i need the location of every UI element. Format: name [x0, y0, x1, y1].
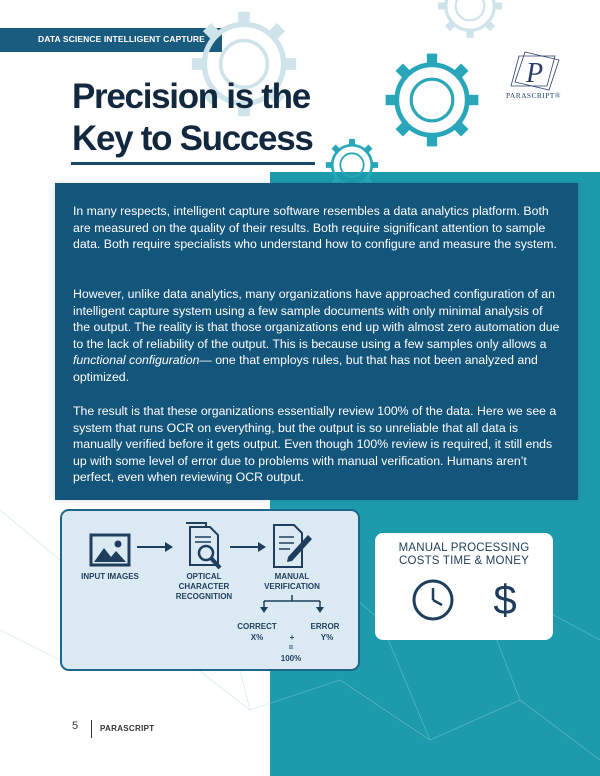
- manual-verification-label: MANUAL VERIFICATION: [264, 572, 320, 591]
- correct-value: X%: [250, 633, 264, 642]
- error-label: ERROR: [310, 622, 340, 631]
- costs-title-line-2: COSTS TIME & MONEY: [399, 555, 529, 567]
- clock-icon: [410, 577, 456, 623]
- input-images-label: INPUT IMAGES: [81, 572, 139, 581]
- footer-brand: PARASCRIPT: [100, 724, 155, 733]
- paragraph-3: The result is that these organizations essentially review 100% of the data. Here we see a system that runs OCR on everything, but the output is so unreliable that all data is manually verified before it gets output. Even though 100% review is required, it still ends up with some level of error due to problems with manual verification. Humans aren’t perfect, even when reviewing OCR output.: [73, 404, 557, 484]
- title-underline: [71, 162, 315, 165]
- costs-panel: [375, 533, 553, 640]
- arrow-right-icon: [135, 541, 175, 553]
- equals-sign: =: [288, 643, 294, 652]
- paragraph-2-emphasis: functional configuration: [73, 353, 200, 367]
- title-line-1: Precision is the: [72, 77, 310, 116]
- logo-text: PARASCRIPT®: [506, 91, 561, 100]
- paragraph-1: In many respects, intelligent capture software resembles a data analytics platform. Both are measured on the quality of their results. Both require significant attention to sample data. Both require specialists who understand how to configure and measure the system.: [73, 204, 557, 251]
- ocr-label: OPTICAL CHARACTER RECOGNITION: [175, 572, 233, 601]
- arrow-right-icon: [228, 541, 268, 553]
- costs-title: [375, 542, 553, 568]
- paragraph-2: [73, 286, 563, 385]
- document-edit-icon: [268, 521, 314, 573]
- error-value: Y%: [320, 633, 334, 642]
- section-label: DATA SCIENCE INTELLIGENT CAPTURE: [38, 34, 205, 44]
- page-number: 5: [72, 720, 79, 732]
- dollar-icon: $: [493, 576, 517, 623]
- plus-sign: +: [289, 633, 295, 642]
- title-line-2: Key to Success: [72, 119, 313, 158]
- process-diagram: [60, 509, 360, 671]
- paragraph-2-text: However, unlike data analytics, many organizations have approached configuration of an intelligent capture system using a few sample documents with only minimal analysis of the output. The reality is that those organizations end up with almost zero automation due to the lack of reliability of the output. This is because using a few samples only allows a: [73, 287, 560, 351]
- split-arrows: [250, 595, 334, 613]
- footer-divider: [91, 720, 92, 738]
- correct-label: CORRECT: [237, 622, 277, 631]
- image-icon: [88, 529, 132, 573]
- total-value: 100%: [280, 654, 302, 663]
- document-search-icon: [182, 521, 226, 573]
- svg-text:P: P: [526, 58, 544, 89]
- page-title: [72, 76, 313, 160]
- costs-title-line-1: MANUAL PROCESSING: [398, 542, 530, 554]
- paragraph-2-tail: — one that employs rules, but that has not been analyzed and optimized.: [73, 353, 538, 384]
